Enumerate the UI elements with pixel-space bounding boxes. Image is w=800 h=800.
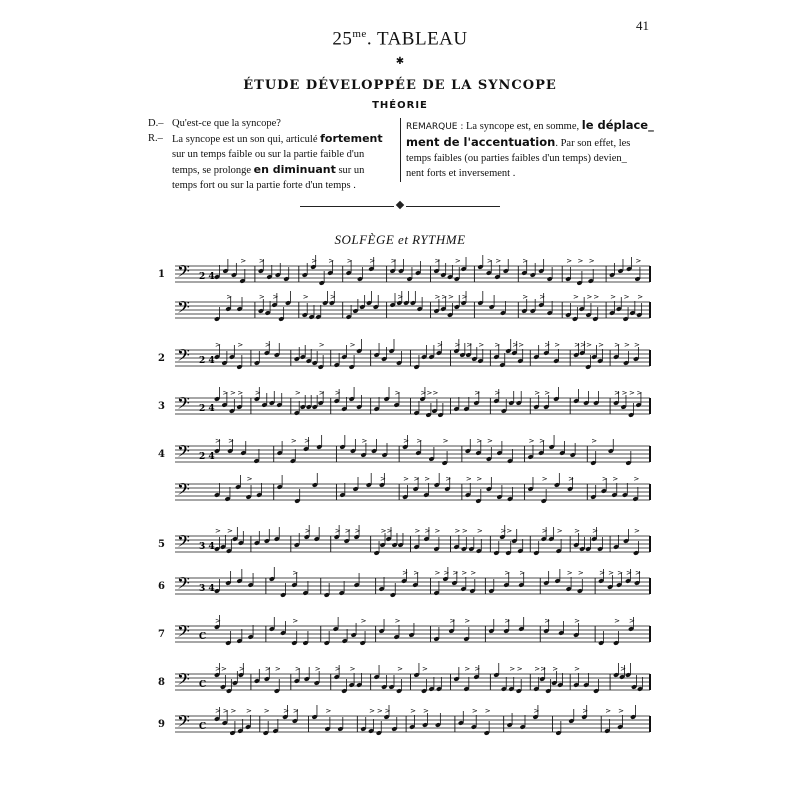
accent-mark: >	[349, 341, 356, 349]
theory-heading: THÉORIE	[372, 100, 428, 111]
remark-heading: REMARQUE :	[406, 122, 464, 132]
bass-clef-icon: 𝄢	[177, 711, 190, 735]
accent-mark: >	[636, 389, 643, 397]
accent-mark: >	[612, 475, 619, 483]
accent-mark: >	[311, 257, 318, 265]
staff-system	[175, 473, 650, 504]
accent-mark: >	[591, 437, 598, 445]
accent-mark: >	[442, 437, 449, 445]
accent-mark: >	[228, 437, 235, 445]
accent-mark: >	[566, 257, 573, 265]
accent-mark: >	[354, 527, 361, 535]
accent-mark: >	[318, 341, 325, 349]
accent-mark: >	[215, 665, 221, 673]
staff-system	[175, 291, 650, 322]
bass-clef-icon: 𝄢	[177, 261, 190, 285]
staff-system	[175, 435, 650, 466]
time-signature: 3 4	[199, 542, 215, 552]
accent-mark: >	[426, 389, 433, 397]
staff-system	[175, 339, 650, 370]
bass-clef-icon: 𝄢	[177, 573, 190, 597]
answer-emphasis-1: fortement	[320, 132, 383, 145]
accent-mark: >	[633, 475, 640, 483]
accent-mark: >	[486, 437, 493, 445]
exercise-number: 9	[158, 719, 165, 730]
accent-mark: >	[325, 707, 332, 715]
accent-mark: >	[237, 341, 244, 349]
accent-mark: >	[586, 293, 593, 301]
accent-mark: >	[614, 341, 620, 349]
bass-clef-icon: 𝄢	[177, 345, 190, 369]
accent-mark: >	[403, 475, 410, 483]
accent-mark: >	[384, 707, 391, 715]
accent-mark: >	[230, 707, 237, 715]
question-tag: D.–	[148, 118, 164, 129]
subtitle: ÉTUDE DÉVELOPPÉE DE LA SYNCOPE	[243, 78, 557, 93]
accent-mark: >	[434, 527, 441, 535]
exercise-number: 7	[158, 629, 165, 640]
bass-clef-icon: 𝄢	[177, 669, 190, 693]
staff-system	[175, 255, 650, 286]
accent-mark: >	[476, 437, 483, 445]
accent-mark: >	[471, 707, 478, 715]
accent-mark: >	[380, 527, 387, 535]
accent-mark: >	[403, 437, 410, 445]
accent-mark: >	[413, 475, 420, 483]
time-signature: 2 4	[199, 356, 215, 366]
accent-mark: >	[448, 293, 454, 301]
accent-mark: >	[539, 437, 545, 445]
accent-mark: >	[614, 617, 620, 625]
accent-mark: >	[528, 437, 535, 445]
accent-mark: >	[623, 293, 630, 301]
remark-line-3: temps faibles (ou parties faibles d'un temps) devien_	[406, 153, 627, 164]
accent-mark: >	[346, 257, 353, 265]
bass-clef-icon: 𝄢	[177, 441, 190, 465]
accent-mark: >	[441, 293, 448, 301]
accent-mark: >	[574, 617, 581, 625]
accent-mark: >	[264, 665, 271, 673]
accent-mark: >	[635, 569, 641, 577]
exercise-number: 5	[158, 539, 165, 550]
accent-mark: >	[454, 257, 461, 265]
staff-system	[175, 615, 650, 646]
exercise-number: 3	[158, 401, 165, 412]
accent-mark: >	[302, 293, 309, 301]
accent-mark: >	[626, 569, 632, 577]
accent-mark: >	[605, 707, 612, 715]
accent-mark: >	[254, 389, 261, 397]
accent-mark: >	[617, 569, 623, 577]
exercise-number: 2	[158, 353, 165, 364]
accent-mark: >	[539, 293, 546, 301]
title-superscript: me	[352, 28, 367, 40]
accent-mark: >	[240, 257, 247, 265]
time-signature: C	[199, 722, 207, 732]
accent-mark: >	[512, 341, 519, 349]
accent-mark: >	[518, 341, 525, 349]
accent-mark: >	[608, 569, 614, 577]
accent-mark: >	[470, 569, 477, 577]
accent-mark: >	[414, 527, 421, 535]
accent-mark: >	[464, 617, 471, 625]
accent-mark: >	[220, 665, 227, 673]
accent-mark: >	[376, 707, 383, 715]
bass-clef-icon: 𝄢	[177, 393, 190, 417]
answer-text-1a: La syncope est un son qui, articulé	[172, 134, 321, 145]
section-title: SOLFÈGE et RYTHME	[334, 232, 466, 247]
accent-mark: >	[635, 257, 642, 265]
time-signature: 2 4	[199, 404, 215, 414]
accent-mark: >	[222, 707, 229, 715]
accent-mark: >	[258, 293, 265, 301]
accent-mark: >	[598, 341, 604, 349]
accent-mark: >	[344, 527, 351, 535]
accent-mark: >	[494, 341, 501, 349]
accent-mark: >	[304, 527, 311, 535]
accent-mark: >	[258, 257, 265, 265]
accent-mark: >	[554, 341, 561, 349]
accent-mark: >	[246, 475, 253, 483]
time-signature: 2 4	[199, 272, 215, 282]
time-signature: 3 4	[199, 584, 215, 594]
accent-mark: >	[445, 475, 452, 483]
accent-mark: >	[424, 475, 431, 483]
accent-mark: >	[394, 617, 401, 625]
accent-mark: >	[272, 293, 279, 301]
accent-mark: >	[314, 665, 321, 673]
accent-mark: >	[304, 437, 310, 445]
accent-mark: >	[566, 569, 573, 577]
question-text: Qu'est-ce que la syncope?	[172, 118, 281, 129]
accent-mark: >	[541, 527, 548, 535]
accent-mark: >	[577, 569, 584, 577]
accent-mark: >	[494, 389, 501, 397]
title-text: . TABLEAU	[366, 28, 468, 50]
accent-mark: >	[592, 527, 599, 535]
accent-mark: >	[422, 665, 428, 673]
accent-mark: >	[519, 569, 526, 577]
accent-mark: >	[461, 569, 468, 577]
accent-mark: >	[624, 341, 630, 349]
accent-mark: >	[434, 257, 441, 265]
accent-mark: >	[574, 341, 581, 349]
title-number: 25	[332, 28, 353, 50]
exercise-number: 6	[158, 581, 165, 592]
accent-mark: >	[466, 341, 473, 349]
accent-mark: >	[506, 527, 513, 535]
accent-mark: >	[461, 527, 468, 535]
accent-mark: >	[334, 389, 341, 397]
accent-mark: >	[402, 569, 408, 577]
accent-mark: >	[423, 707, 429, 715]
accent-mark: >	[443, 569, 450, 577]
accent-mark: >	[474, 665, 481, 673]
accent-mark: >	[588, 257, 595, 265]
accent-mark: >	[318, 389, 325, 397]
answer-text-3c: sur un	[335, 165, 365, 176]
staff-system	[175, 387, 650, 418]
accent-mark: >	[522, 257, 529, 265]
accent-mark: >	[394, 389, 401, 397]
accent-mark: >	[432, 389, 439, 397]
accent-mark: >	[586, 341, 593, 349]
remark-line-4: nent forts et inversement .	[406, 168, 516, 179]
accent-mark: >	[328, 257, 335, 265]
accent-mark: >	[544, 617, 551, 625]
accent-mark: >	[533, 707, 540, 715]
accent-mark: >	[349, 665, 356, 673]
accent-mark: >	[215, 341, 221, 349]
accent-mark: >	[294, 389, 301, 397]
accent-mark: >	[226, 293, 233, 301]
accent-mark: >	[329, 293, 336, 301]
accent-mark: >	[434, 293, 441, 301]
accent-mark: >	[522, 293, 529, 301]
accent-mark: >	[226, 527, 233, 535]
accent-mark: >	[634, 341, 640, 349]
accent-mark: >	[379, 475, 386, 483]
accent-mark: >	[629, 617, 635, 625]
staff-system	[175, 525, 650, 556]
time-signature: 2 4	[199, 452, 215, 462]
exercise-number: 1	[158, 269, 165, 280]
accent-mark: >	[461, 293, 468, 301]
accent-mark: >	[621, 389, 628, 397]
accent-mark: >	[246, 707, 252, 715]
accent-mark: >	[292, 569, 299, 577]
accent-mark: >	[610, 293, 616, 301]
accent-mark: >	[292, 617, 299, 625]
remark-text-1a: La syncope est, en somme,	[463, 121, 582, 132]
accent-mark: >	[334, 527, 341, 535]
accent-mark: >	[601, 475, 608, 483]
accent-mark: >	[361, 437, 368, 445]
accent-mark: >	[292, 707, 299, 715]
accent-mark: >	[500, 527, 507, 535]
accent-mark: >	[593, 293, 600, 301]
accent-mark: >	[454, 341, 461, 349]
answer-emphasis-2: en diminuant	[253, 163, 336, 176]
time-signature: C	[199, 680, 207, 690]
accent-mark: >	[516, 665, 523, 673]
accent-mark: >	[238, 665, 245, 673]
accent-mark: >	[369, 707, 375, 715]
accent-mark: >	[397, 293, 404, 301]
accent-mark: >	[540, 665, 547, 673]
accent-mark: >	[534, 665, 541, 673]
remark-text-2c: . Par son effet, les	[555, 138, 631, 149]
accent-mark: >	[390, 257, 397, 265]
accent-mark: >	[544, 389, 551, 397]
accent-mark: >	[556, 527, 563, 535]
accent-mark: >	[386, 527, 393, 535]
accent-mark: >	[637, 293, 644, 301]
accent-mark: >	[424, 527, 431, 535]
accent-mark: >	[552, 665, 559, 673]
accent-mark: >	[449, 617, 456, 625]
accent-mark: >	[436, 341, 443, 349]
accent-mark: >	[618, 707, 625, 715]
accent-mark: >	[397, 665, 403, 673]
accent-mark: >	[476, 475, 483, 483]
accent-mark: >	[504, 617, 511, 625]
accent-mark: >	[582, 707, 589, 715]
exercise-number: 4	[158, 449, 165, 460]
accent-mark: >	[634, 527, 640, 535]
accent-mark: >	[369, 257, 376, 265]
title-ornament: ✱	[395, 56, 405, 67]
remark-emphasis-2: ment de l'accentuation	[406, 135, 556, 149]
time-signature: C	[199, 632, 207, 642]
accent-mark: >	[290, 437, 297, 445]
bass-clef-icon: 𝄢	[177, 297, 190, 321]
accent-mark: >	[495, 257, 502, 265]
accent-mark: >	[215, 617, 221, 625]
accent-mark: >	[574, 665, 581, 673]
accent-mark: >	[568, 475, 574, 483]
staff-system	[175, 705, 650, 736]
accent-mark: >	[215, 707, 221, 715]
answer-text-4: temps fort ou sur la partie forte d'un temps .	[172, 180, 356, 191]
answer-tag: R.–	[148, 133, 163, 144]
accent-mark: >	[629, 389, 635, 397]
accent-mark: >	[454, 527, 461, 535]
exercise-number: 8	[158, 677, 165, 688]
accent-mark: >	[274, 665, 281, 673]
accent-mark: >	[360, 617, 367, 625]
accent-mark: >	[620, 665, 626, 673]
accent-mark: >	[476, 527, 483, 535]
accent-mark: >	[486, 257, 493, 265]
accent-mark: >	[334, 665, 341, 673]
remark-emphasis-1: le déplace_	[581, 118, 654, 132]
accent-mark: >	[215, 437, 221, 445]
accent-mark: >	[410, 707, 416, 715]
answer-text-2: sur un temps faible ou sur la partie faible d'un	[172, 149, 365, 160]
accent-mark: >	[614, 389, 620, 397]
bass-clef-icon: 𝄢	[177, 479, 190, 503]
accent-mark: >	[229, 389, 236, 397]
accent-mark: >	[484, 707, 491, 715]
accent-mark: >	[574, 527, 581, 535]
bass-clef-icon: 𝄢	[177, 621, 190, 645]
accent-mark: >	[509, 665, 516, 673]
accent-mark: >	[452, 569, 459, 577]
accent-mark: >	[222, 389, 229, 397]
accent-mark: >	[577, 257, 584, 265]
accent-mark: >	[283, 707, 290, 715]
accent-mark: >	[572, 293, 579, 301]
accent-mark: >	[416, 437, 423, 445]
accent-mark: >	[420, 389, 427, 397]
accent-mark: >	[264, 341, 271, 349]
bass-clef-icon: 𝄢	[177, 531, 190, 555]
accent-mark: >	[294, 665, 301, 673]
accent-mark: >	[534, 389, 541, 397]
accent-mark: >	[474, 389, 481, 397]
staff-system	[175, 663, 650, 694]
accent-mark: >	[237, 389, 244, 397]
accent-mark: >	[464, 665, 471, 673]
accent-mark: >	[465, 475, 472, 483]
answer-text-3a: temps, se prolonge	[172, 165, 254, 176]
accent-mark: >	[478, 341, 485, 349]
accent-mark: >	[599, 569, 605, 577]
staff-system	[175, 567, 650, 598]
accent-mark: >	[263, 707, 270, 715]
accent-mark: >	[580, 341, 587, 349]
accent-mark: >	[541, 475, 548, 483]
accent-mark: >	[413, 569, 420, 577]
accent-mark: >	[434, 569, 441, 577]
accent-mark: >	[544, 341, 551, 349]
page-number: 41	[636, 18, 649, 33]
accent-mark: >	[215, 527, 221, 535]
accent-mark: >	[504, 569, 511, 577]
